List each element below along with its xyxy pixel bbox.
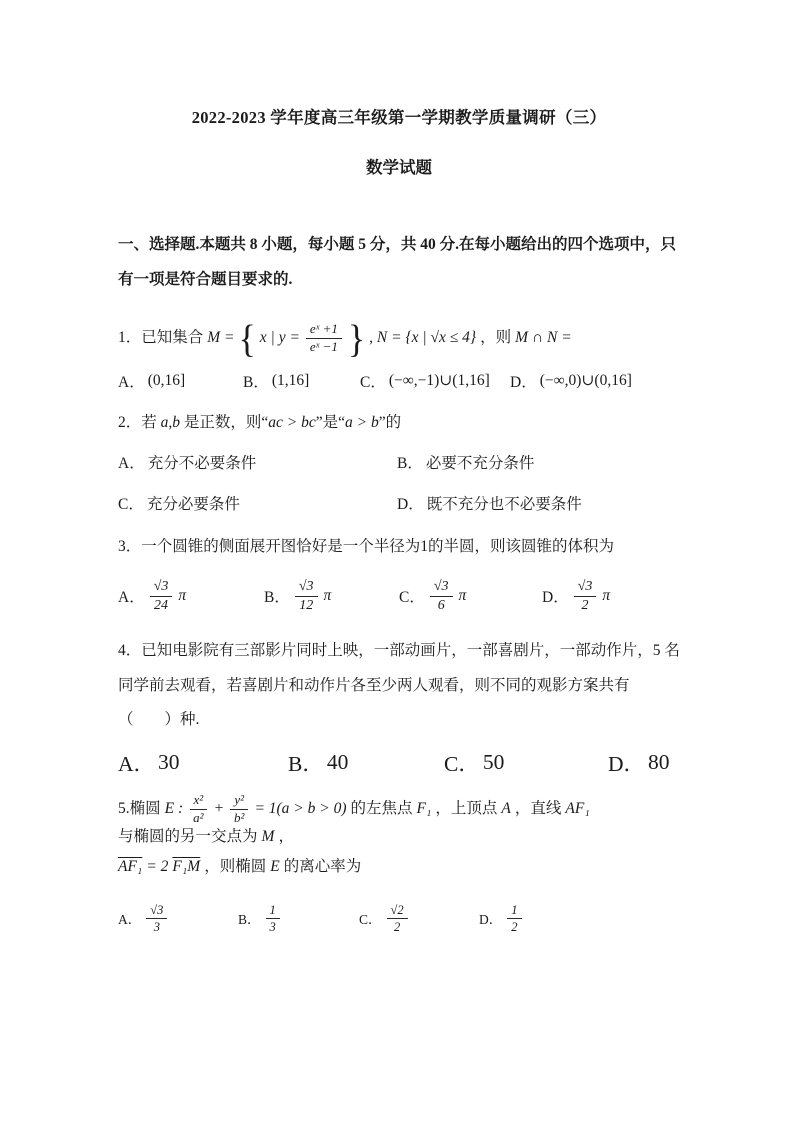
page-subtitle: 数学试题 xyxy=(366,158,432,177)
option-b xyxy=(397,452,680,475)
option-d-label: D． xyxy=(542,589,569,607)
question-4 xyxy=(118,634,680,777)
option-d-label: D． xyxy=(397,496,424,514)
option-d xyxy=(510,370,680,392)
q5-text-5: 与椭圆的另一交点为 xyxy=(118,827,258,845)
q5-vertex: A xyxy=(501,799,511,817)
q1-text: 1．已知集合 xyxy=(118,329,204,347)
option-b-label: B． xyxy=(397,454,423,472)
q5-point-m: M xyxy=(261,827,275,845)
option-a xyxy=(118,578,264,615)
fraction-denominator: 2 xyxy=(511,919,518,934)
option-b-label: B． xyxy=(238,912,261,928)
q2-text-2: 是正数，则“ xyxy=(183,413,269,431)
option-c xyxy=(118,493,397,516)
q5-text-6: ， xyxy=(278,827,294,845)
question-1 xyxy=(118,312,680,392)
question-5 xyxy=(118,792,680,942)
option-c-fraction xyxy=(430,578,453,615)
question-2 xyxy=(118,406,680,517)
question-4-options xyxy=(118,747,680,778)
option-d-text: 既不充分也不必要条件 xyxy=(426,496,582,514)
option-c-text: 充分必要条件 xyxy=(146,496,240,514)
option-a-label: A． xyxy=(118,751,156,776)
q1-set-n: , N = {x | √x ≤ 4} xyxy=(369,329,477,347)
option-c-label: C． xyxy=(359,912,382,928)
option-d-label: D． xyxy=(608,751,646,776)
option-b xyxy=(238,902,359,936)
q5-ellipse-e: E xyxy=(270,857,280,875)
option-b xyxy=(288,747,444,778)
option-c-fraction xyxy=(387,902,408,936)
fraction-denominator: eˣ −1 xyxy=(309,339,338,355)
right-brace: } xyxy=(347,317,366,361)
fraction-numerator: √3 xyxy=(574,578,597,597)
q5-text: 5.椭圆 xyxy=(118,799,161,817)
fraction-denominator: b² xyxy=(234,809,245,825)
left-brace: { xyxy=(238,317,256,361)
option-b-fraction xyxy=(266,902,280,936)
option-b-text: 40 xyxy=(326,749,349,774)
q5-equation-tail: = 1(a > b > 0) xyxy=(254,799,347,817)
fraction-denominator: 2 xyxy=(393,919,401,934)
option-d-text: (−∞,0)∪(0,16] xyxy=(539,372,632,390)
option-a xyxy=(118,902,238,936)
q5-text-7: ，则椭圆 xyxy=(204,857,267,875)
q5-focus: F₁ xyxy=(416,799,432,817)
option-c-label: C． xyxy=(360,373,386,391)
fraction-denominator: 2 xyxy=(581,597,589,613)
option-b-label: B． xyxy=(264,589,290,607)
q5-vector-equals: = 2 xyxy=(146,857,169,875)
option-a-label: A． xyxy=(118,454,145,472)
option-c xyxy=(399,578,542,615)
q5-fraction-x xyxy=(189,792,207,827)
fraction-numerator: √3 xyxy=(146,902,167,919)
fraction-denominator: 12 xyxy=(299,597,314,613)
q5-text-4: ，直线 xyxy=(514,799,562,817)
fraction-numerator: √3 xyxy=(295,578,318,597)
option-b xyxy=(264,578,399,615)
option-d-label: D． xyxy=(510,373,537,391)
fraction-numerator: 1 xyxy=(507,902,521,919)
option-d xyxy=(397,493,680,516)
option-b-label: B． xyxy=(243,373,269,391)
option-b-label: B． xyxy=(288,751,324,776)
option-d xyxy=(542,578,680,615)
section-heading: 一、选择题.本题共 8 小题，每小题 5 分，共 40 分.在每小题给出的四个选项中，只有一项是符合题目要求的. xyxy=(118,236,677,288)
q5-text-2: 的左焦点 xyxy=(350,799,413,817)
q2-text-3: ”是“ xyxy=(315,413,346,431)
option-d xyxy=(479,902,680,936)
q5-vector-af1: AF₁ xyxy=(118,857,143,875)
q1-set-condition: x | y = xyxy=(259,329,300,347)
option-a xyxy=(118,370,243,392)
pi-symbol: π xyxy=(458,587,467,605)
fraction-denominator: 24 xyxy=(154,597,169,613)
option-c-label: C． xyxy=(118,496,144,514)
option-a-text: 充分不必要条件 xyxy=(147,454,257,472)
fraction-denominator: 6 xyxy=(437,597,445,613)
option-b-text: 必要不充分条件 xyxy=(425,454,535,472)
option-a xyxy=(118,747,288,778)
option-b-fraction xyxy=(295,578,318,615)
pi-symbol: π xyxy=(178,587,187,605)
question-1-stem xyxy=(118,312,680,366)
plus-sign: + xyxy=(213,799,225,817)
option-a-label: A． xyxy=(118,589,145,607)
option-c xyxy=(359,902,479,936)
option-d xyxy=(608,747,680,778)
fraction-numerator: eˣ +1 xyxy=(306,321,342,339)
question-1-options xyxy=(118,370,680,392)
q5-ellipse-label: E : xyxy=(164,799,184,817)
question-3 xyxy=(118,530,680,620)
option-c-label: C． xyxy=(399,589,425,607)
q5-text-8: 的离心率为 xyxy=(283,857,362,875)
question-3-stem: 3．一个圆锥的侧面展开图恰好是一个半径为1的半圆，则该圆锥的体积为 xyxy=(118,538,615,556)
option-d-text: 80 xyxy=(648,749,670,774)
question-4-stem: 4．已知电影院有三部影片同时上映，一部动画片，一部喜剧片，一部动作片，5 名同学前去观看，若喜剧片和动作片各至少两人观看，则不同的观影方案共有（ ）种. xyxy=(118,642,680,728)
option-d-label: D． xyxy=(479,912,503,928)
question-3-options xyxy=(118,572,680,620)
q5-text-3: ，上顶点 xyxy=(435,799,498,817)
option-d-fraction xyxy=(574,578,597,615)
q2-text-4: ”的 xyxy=(378,413,402,431)
q5-line: AF₁ xyxy=(565,799,590,817)
question-5-options xyxy=(118,895,680,941)
question-5-stem-line-2 xyxy=(118,847,680,887)
fraction-denominator: 3 xyxy=(269,919,276,934)
q1-fraction xyxy=(306,321,342,356)
option-a xyxy=(118,452,397,475)
option-b xyxy=(243,370,360,392)
fraction-numerator: y² xyxy=(230,792,248,810)
question-2-options xyxy=(118,452,680,517)
question-5-stem-line-1 xyxy=(118,792,680,848)
q5-fraction-y xyxy=(230,792,248,827)
q1-set-m: M = xyxy=(207,329,235,347)
option-c xyxy=(360,370,510,392)
fraction-numerator: √3 xyxy=(430,578,453,597)
fraction-numerator: 1 xyxy=(266,902,280,919)
fraction-numerator: √3 xyxy=(150,578,173,597)
question-2-stem xyxy=(118,406,680,440)
q2-vars: a,b xyxy=(160,413,181,431)
q2-text: 2．若 xyxy=(118,413,157,431)
q1-intersection: M ∩ N = xyxy=(515,329,572,347)
fraction-numerator: x² xyxy=(190,792,208,810)
option-a-fraction xyxy=(150,578,173,615)
option-a-label: A． xyxy=(118,912,142,928)
q2-inequality-2: a > b xyxy=(345,413,379,431)
option-a-label: A． xyxy=(118,373,145,391)
fraction-numerator: √2 xyxy=(387,902,408,919)
pi-symbol: π xyxy=(323,587,332,605)
q2-inequality-1: ac > bc xyxy=(268,413,316,431)
fraction-denominator: a² xyxy=(193,809,204,825)
page-title: 2022-2023 学年度高三年级第一学期教学质量调研（三） xyxy=(191,108,607,127)
pi-symbol: π xyxy=(602,587,611,605)
fraction-denominator: 3 xyxy=(153,919,160,934)
option-a-fraction xyxy=(146,902,167,936)
option-c-label: C． xyxy=(444,751,480,776)
option-d-fraction xyxy=(507,902,521,936)
option-c-text: 50 xyxy=(482,749,505,774)
option-a-text: 30 xyxy=(158,749,180,774)
option-c-text: (−∞,−1)∪(1,16] xyxy=(388,372,490,390)
option-b-text: (1,16] xyxy=(271,371,310,389)
q1-text-then: ，则 xyxy=(480,329,512,347)
option-a-text: (0,16] xyxy=(147,371,186,389)
q5-vector-f1m: F₁M xyxy=(172,857,201,875)
option-c xyxy=(444,747,608,778)
